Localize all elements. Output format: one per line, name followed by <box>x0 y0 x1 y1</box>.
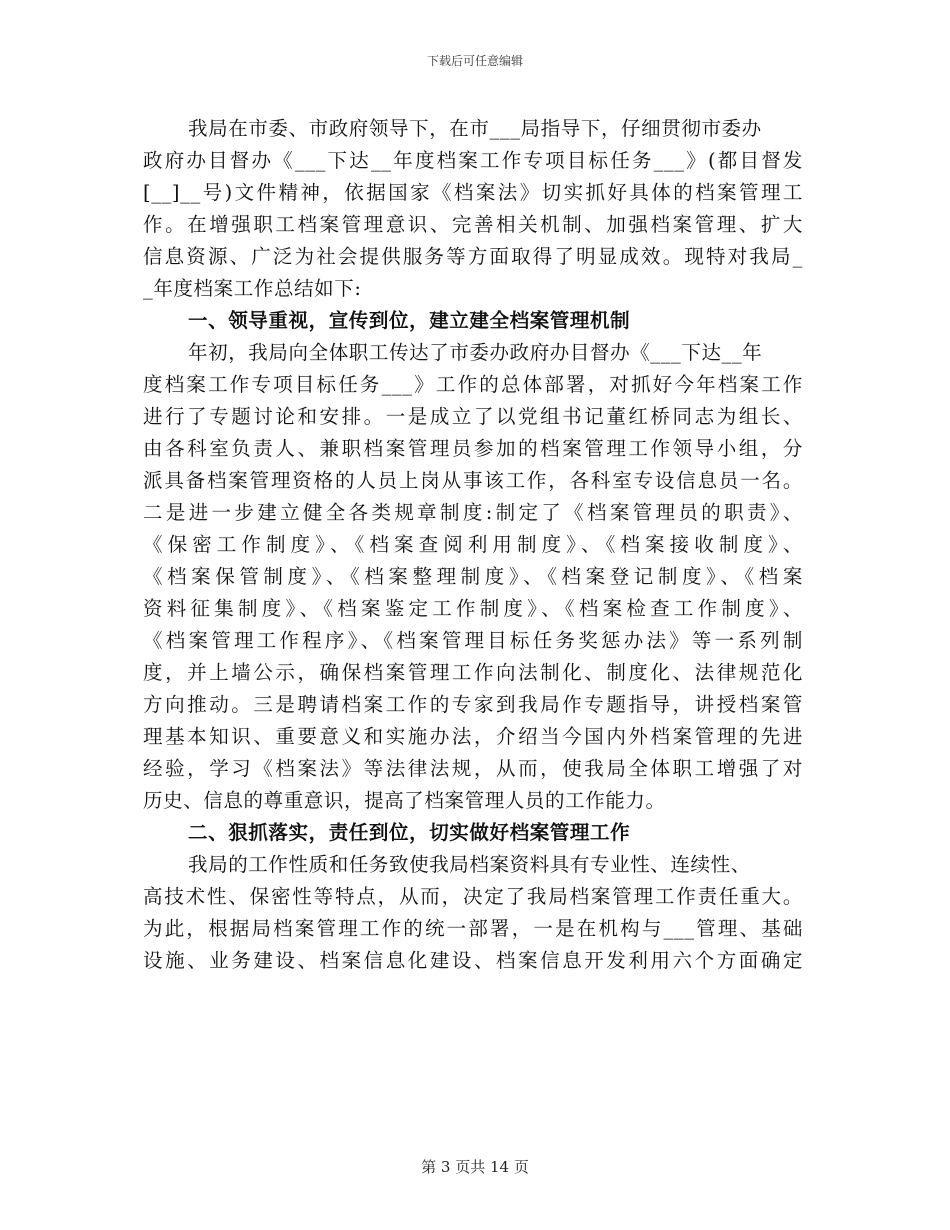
body-line: 为此，根据局档案管理工作的统一部署，一是在机构与___管理、基础 <box>143 917 803 940</box>
section-heading-1: 一、领导重视，宣传到位，建立建全档案管理机制 <box>188 309 631 332</box>
section-heading-2: 二、狠抓落实，责任到位，切实做好档案管理工作 <box>188 821 631 844</box>
page-footer: 第 3 页共 14 页 <box>421 1158 529 1176</box>
body-line: 派具备档案管理资格的人员上岗从事该工作，各科室专设信息员一名。 <box>143 469 803 492</box>
body-line: 方向推动。三是聘请档案工作的专家到我局作专题指导，讲授档案管 <box>143 693 803 716</box>
body-line: 二是进一步建立健全各类规章制度:制定了《档案管理员的职责》、 <box>143 501 803 524</box>
body-line: 度档案工作专项目标任务___》工作的总体部署，对抓好今年档案工作 <box>143 373 803 396</box>
body-line: 资料征集制度》、《档案鉴定工作制度》、《档案检查工作制度》、 <box>143 597 803 620</box>
body-line: 年初，我局向全体职工传达了市委办政府办目督办《___下达__年 <box>188 341 763 364</box>
body-line: 《档案管理工作程序》、《档案管理目标任务奖惩办法》等一系列制 <box>143 629 803 652</box>
body-line: 进行了专题讨论和安排。一是成立了以党组书记董红桥同志为组长、 <box>143 405 803 428</box>
body-line: 经验，学习《档案法》等法律法规，从而，使我局全体职工增强了对 <box>143 757 803 780</box>
body-line: 历史、信息的尊重意识，提高了档案管理人员的工作能力。 <box>143 789 666 812</box>
body-line: 信息资源、广泛为社会提供服务等方面取得了明显成效。现特对我局_ <box>143 245 803 268</box>
body-line: 度，并上墙公示，确保档案管理工作向法制化、制度化、法律规范化 <box>143 661 803 684</box>
body-line: 我局在市委、市政府领导下，在市___局指导下，仔细贯彻市委办 <box>188 117 762 140</box>
body-line: 高技术性、保密性等特点，从而，决定了我局档案管理工作责任重大。 <box>143 885 803 908</box>
body-line: 政府办目督办《___下达__年度档案工作专项目标任务___》(都目督发 <box>143 149 803 172</box>
body-line: 理基本知识、重要意义和实施办法，介绍当今国内外档案管理的先进 <box>143 725 803 748</box>
body-line: [__]__号)文件精神，依据国家《档案法》切实抓好具体的档案管理工 <box>143 181 803 204</box>
body-line: _年度档案工作总结如下: <box>143 277 362 300</box>
body-line: 作。在增强职工档案管理意识、完善相关机制、加强档案管理、扩大 <box>143 213 803 236</box>
body-line: 我局的工作性质和任务致使我局档案资料具有专业性、连续性、 <box>188 853 751 876</box>
body-line: 设施、业务建设、档案信息化建设、档案信息开发利用六个方面确定 <box>143 949 803 972</box>
body-line: 《保密工作制度》、《档案查阅利用制度》、《档案接收制度》、 <box>143 533 803 556</box>
body-line: 由各科室负责人、兼职档案管理员参加的档案管理工作领导小组，分 <box>143 437 803 460</box>
page-header: 下载后可任意编辑 <box>426 54 523 68</box>
body-line: 《档案保管制度》、《档案整理制度》、《档案登记制度》、《档案 <box>143 565 803 588</box>
